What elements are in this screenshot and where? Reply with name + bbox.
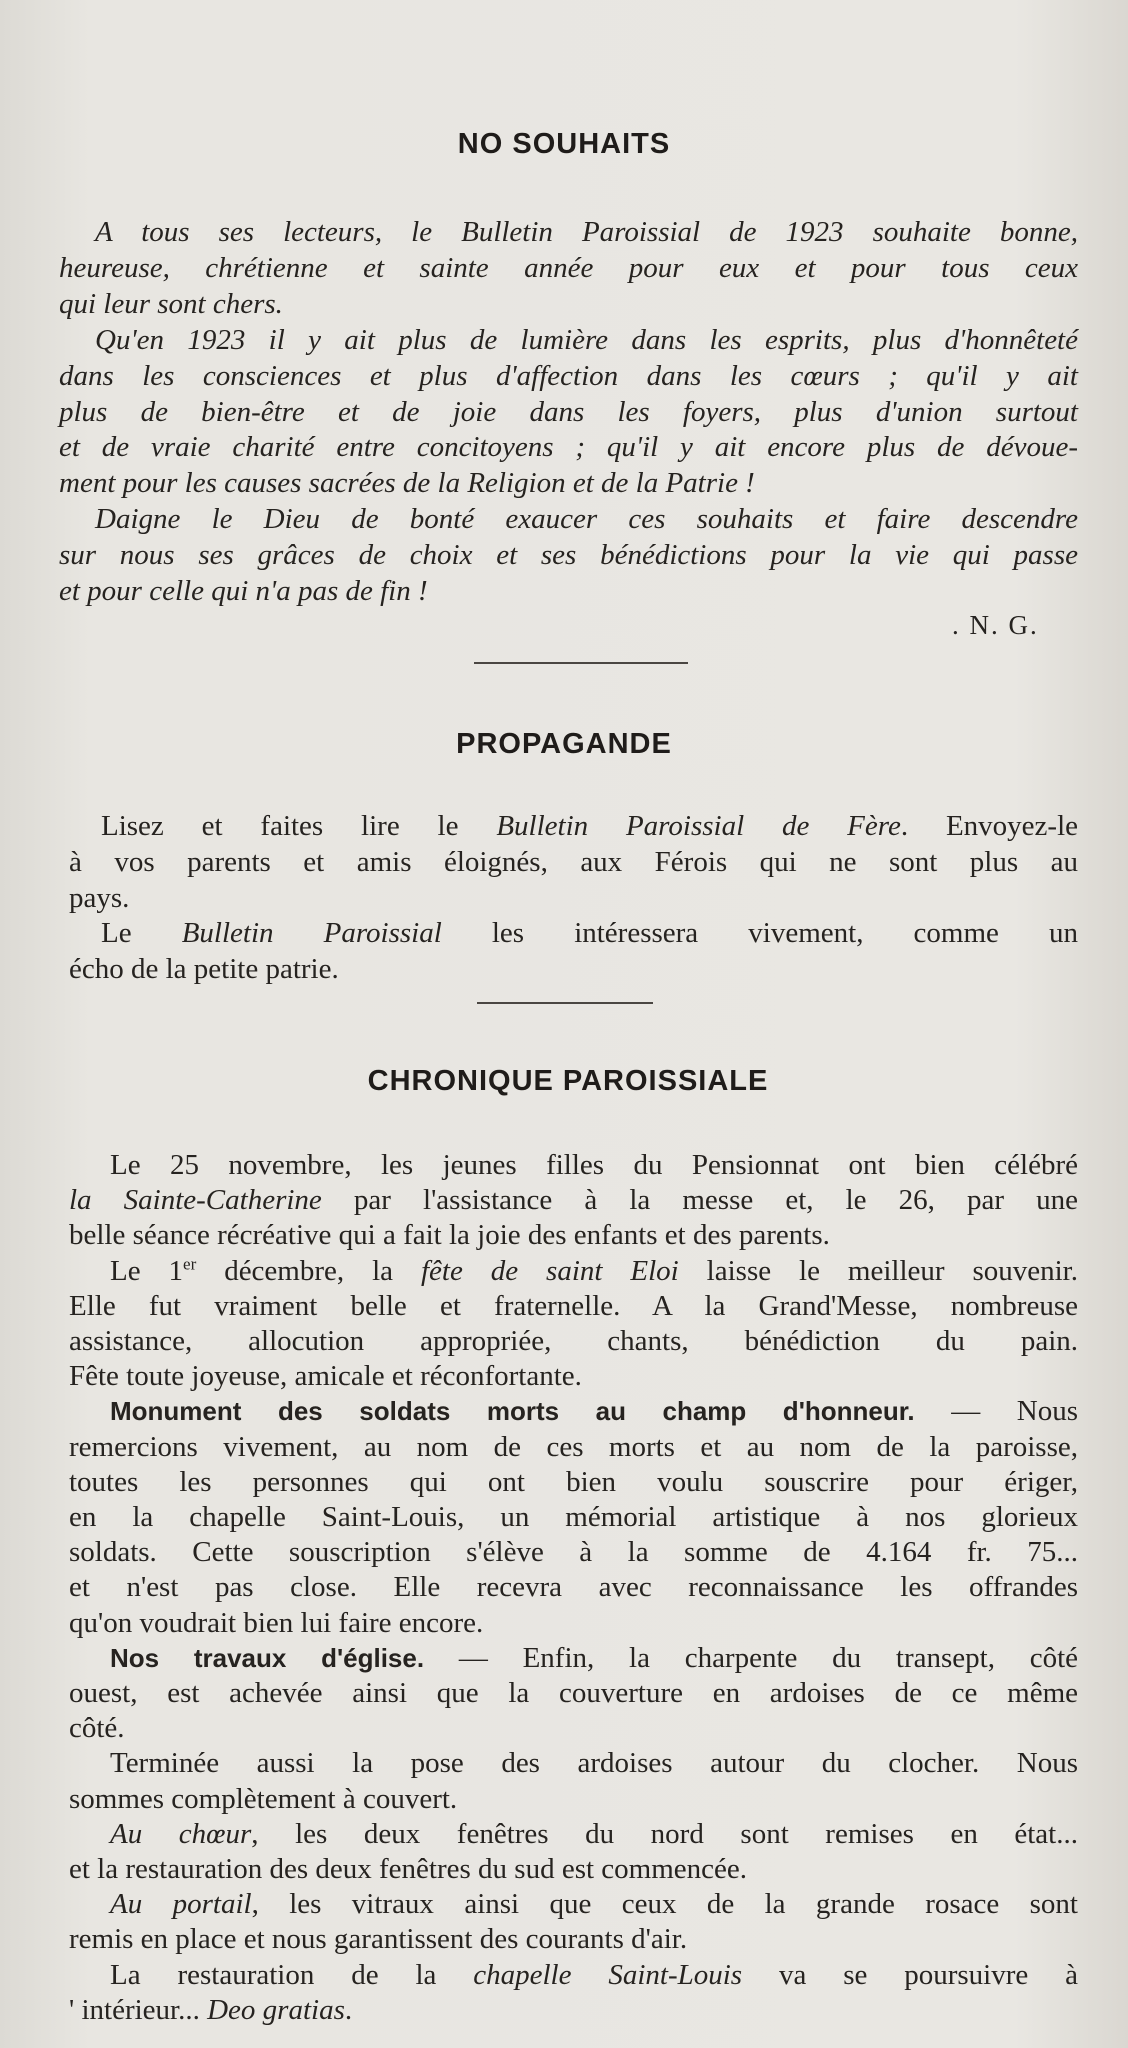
heading-nos-souhaits: NO SOUHAITS: [457, 128, 671, 160]
text-run: va se poursuivre à: [742, 1958, 1078, 1991]
italic-text: fête de saint Eloi: [420, 1254, 679, 1287]
italic-text: dans les consciences et plus d'affection dans les cœurs ; qu'il y ait: [59, 359, 1078, 392]
text-line: [69, 1358, 1078, 1394]
text-run: — Nous: [914, 1395, 1078, 1428]
italic-text: Bulletin Paroissial: [181, 917, 442, 950]
text-run: écho de la petite patrie.: [69, 953, 339, 986]
text-line: [69, 1534, 1078, 1570]
signature: . N. G.: [952, 610, 1039, 640]
text-run: qu'on voudrait bien lui faire encore.: [69, 1606, 484, 1639]
text-line: [69, 1217, 1078, 1253]
text-line: [69, 1710, 1078, 1746]
text-run: Le 1: [110, 1254, 184, 1287]
text-line: [101, 915, 1078, 951]
text-line: [59, 537, 1078, 573]
italic-text: qui leur sont chers.: [59, 287, 283, 320]
italic-text: et de vraie charité entre concitoyens ; qu'il y ait encore plus de dévoue-: [59, 431, 1078, 464]
text-run: les intéressera vivement, comme un: [441, 917, 1078, 950]
italic-text: ment pour les causes sacrées de la Religion et de la Patrie !: [59, 467, 755, 500]
text-line: [69, 1992, 1078, 2028]
text-run: laisse le meilleur souvenir.: [678, 1254, 1078, 1287]
text-run: Terminée aussi la pose des ardoises autour du clocher. Nous: [110, 1747, 1078, 1780]
text-line: [69, 1464, 1078, 1500]
text-run: décembre, la: [196, 1254, 421, 1287]
section-divider: [477, 1002, 653, 1004]
text-run: Lisez et faites lire le: [101, 810, 497, 842]
text-line: [110, 1816, 1078, 1852]
text-line: [59, 465, 1078, 501]
text-run: à vos parents et amis éloignés, aux Férois qui ne sont plus au: [69, 845, 1078, 878]
text-run: , les deux fenêtres du nord sont remises en état...: [251, 1817, 1078, 1850]
run-in-heading: Monument des soldats morts au champ d'honneur.: [110, 1396, 915, 1427]
text-line: [110, 1886, 1078, 1922]
text-line: [110, 1253, 1078, 1289]
run-in-heading: Nos travaux d'église.: [110, 1642, 425, 1673]
italic-text: et pour celle qui n'a pas de fin !: [59, 575, 428, 607]
text-run: , les vitraux ainsi que ceux de la grande rosace sont: [251, 1888, 1078, 1921]
text-line: [95, 501, 1078, 537]
text-line: [69, 1499, 1078, 1535]
italic-text: A tous ses lecteurs, le Bulletin Paroissial de 1923 souhaite bonne,: [95, 216, 1078, 248]
italic-text: Bulletin Paroissial de Fère: [496, 810, 901, 842]
text-run: Elle fut vraiment belle et fraternelle. A la Grand'Messe, nombreuse: [69, 1289, 1078, 1322]
text-line: [69, 951, 1078, 987]
text-run: belle séance récréative qui a fait la joie des enfants et des parents.: [69, 1219, 830, 1252]
text-run: — Enfin, la charpente du transept, côté: [424, 1641, 1078, 1674]
heading-chronique-paroissiale: CHRONIQUE PAROISSIALE: [367, 1065, 769, 1097]
italic-text: Au chœur: [110, 1817, 252, 1850]
text-run: . Envoyez-le: [900, 810, 1078, 842]
text-run: Le 25 novembre, les jeunes filles du Pensionnat ont bien célébré: [110, 1149, 1078, 1181]
italic-text: heureuse, chrétienne et sainte année pour eux et pour tous ceux: [59, 251, 1078, 284]
text-line: [69, 1781, 1078, 1817]
text-line: [110, 1147, 1078, 1183]
section-divider: [474, 662, 688, 664]
heading-propagande: PROPAGANDE: [456, 728, 672, 760]
text-line: [59, 286, 1078, 322]
text-line: [101, 808, 1078, 844]
text-run: assistance, allocution appropriée, chants, bénédiction du pain.: [69, 1325, 1078, 1357]
text-line: [59, 573, 1078, 609]
italic-text: chapelle Saint-Louis: [473, 1958, 743, 1991]
text-line: [95, 322, 1078, 358]
text-run: sommes complètement à couvert.: [69, 1782, 458, 1815]
text-line: [69, 1605, 1078, 1641]
text-run: La restauration de la: [110, 1958, 474, 1991]
text-run: en la chapelle Saint-Louis, un mémorial artistique à nos glorieux: [69, 1501, 1078, 1533]
text-run: remis en place et nous garantissent des courants d'air.: [69, 1923, 688, 1956]
text-run: et n'est pas close. Elle recevra avec reconnaissance les offrandes: [69, 1571, 1078, 1604]
italic-text: Qu'en 1923 il y ait plus de lumière dans les esprits, plus d'honnêteté: [95, 323, 1078, 356]
text-line: [59, 429, 1078, 465]
italic-text: Deo gratias: [207, 1993, 345, 2026]
text-line: [69, 1569, 1078, 1605]
text-line: [59, 394, 1078, 430]
text-line: [110, 1745, 1078, 1781]
text-line: [110, 1640, 1078, 1676]
text-line: [69, 880, 1078, 916]
text-run: Fête toute joyeuse, amicale et réconfortante.: [69, 1360, 582, 1393]
text-line: [69, 1675, 1078, 1711]
text-run: .: [344, 1993, 353, 2026]
text-line: [69, 1288, 1078, 1324]
text-line: [69, 1323, 1078, 1359]
text-run: ouest, est achevée ainsi que la couverture en ardoises de ce même: [69, 1677, 1078, 1709]
italic-text: Daigne le Dieu de bonté exaucer ces souhaits et faire descendre: [95, 503, 1078, 536]
text-run: soldats. Cette souscription s'élève à la somme de 4.164 fr. 75...: [69, 1536, 1078, 1569]
text-run: ' intérieur...: [69, 1993, 208, 2026]
italic-text: sur nous ses grâces de choix et ses bénédictions pour la vie qui passe: [59, 539, 1078, 572]
text-run: toutes les personnes qui ont bien voulu souscrire pour ériger,: [69, 1465, 1078, 1498]
text-run: er: [183, 1253, 197, 1273]
text-run: par l'assistance à la messe et, le 26, par une: [321, 1184, 1079, 1217]
text-line: [110, 1393, 1078, 1429]
text-line: [59, 250, 1078, 286]
text-line: [95, 214, 1078, 250]
text-line: [69, 1429, 1078, 1465]
text-line: [69, 1851, 1078, 1887]
text-line: [110, 1957, 1078, 1993]
italic-text: la Sainte-Catherine: [69, 1184, 322, 1217]
text-run: Le: [101, 917, 182, 950]
text-run: côté.: [69, 1712, 125, 1745]
text-line: [69, 1182, 1078, 1218]
text-run: et la restauration des deux fenêtres du sud est commencée.: [69, 1853, 748, 1885]
text-line: [59, 358, 1078, 394]
italic-text: Au portail: [110, 1888, 252, 1921]
italic-text: plus de bien-être et de joie dans les foyers, plus d'union surtout: [59, 395, 1078, 428]
text-line: [69, 1921, 1078, 1957]
text-run: pays.: [69, 881, 130, 914]
text-line: [69, 844, 1078, 880]
text-run: remercions vivement, au nom de ces morts et au nom de la paroisse,: [69, 1430, 1078, 1463]
